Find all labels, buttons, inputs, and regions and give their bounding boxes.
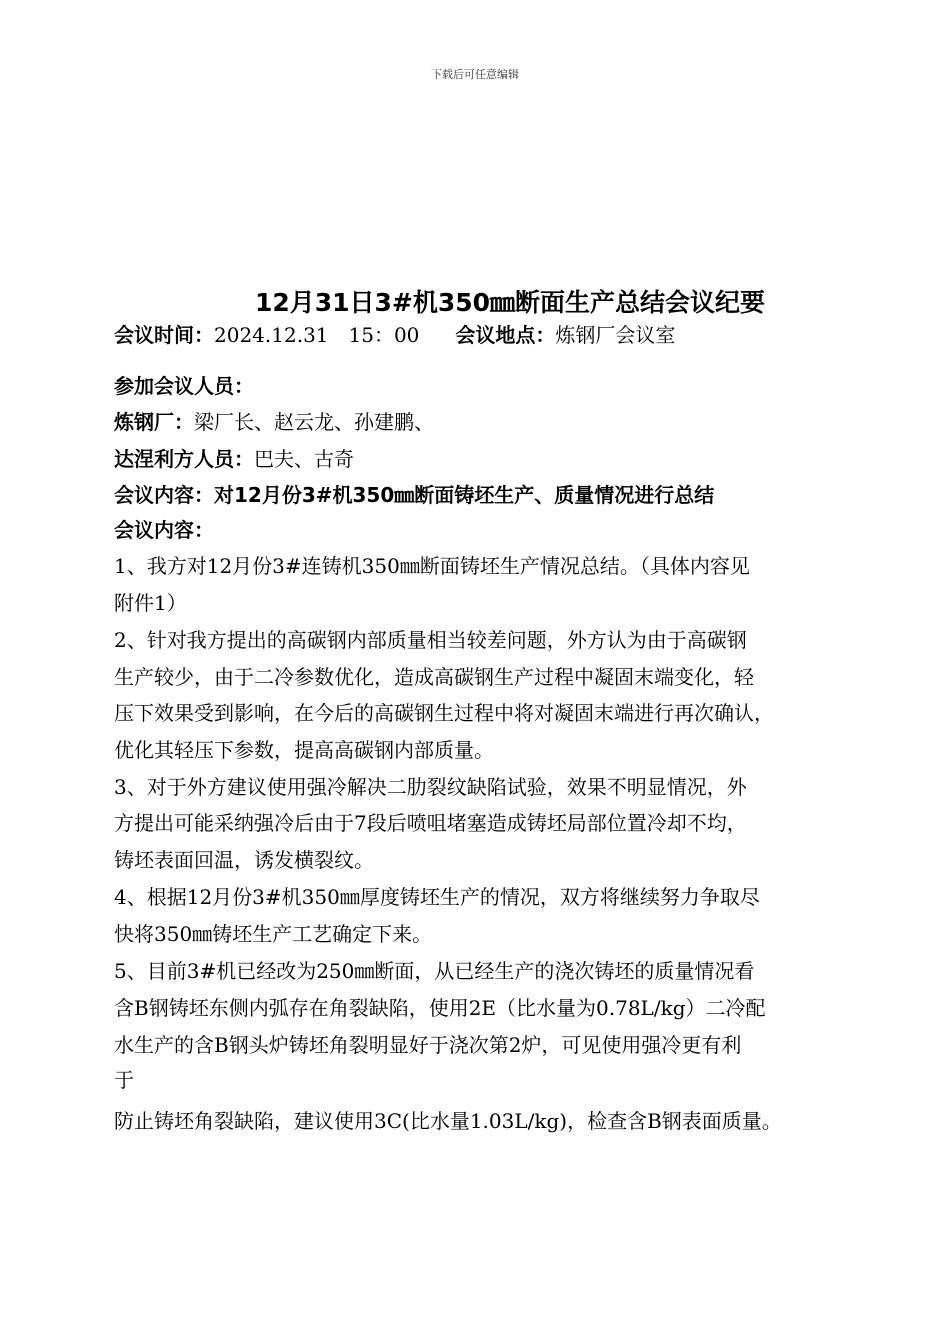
body-line: 2、针对我方提出的高碳钢内部质量相当较差问题，外方认为由于高碳钢 (114, 628, 747, 652)
partner-names: 巴夫、古奇 (254, 447, 354, 471)
header-note: 下载后可任意编辑 (431, 68, 519, 81)
body-line: 含B钢铸坯东侧内弧存在角裂缺陷，使用2E（比水量为0.78L/kg）二冷配 (114, 996, 766, 1020)
body-line: 快将350㎜铸坯生产工艺确定下来。 (114, 922, 433, 946)
body-line: 于 (114, 1068, 134, 1092)
content-summary: 会议内容：对12月份3#机350㎜断面铸坯生产、质量情况进行总结 (114, 483, 715, 507)
body-line: 铸坯表面回温，诱发横裂纹。 (114, 848, 374, 872)
attendees-plant-line (114, 409, 854, 435)
body-line: 附件1） (114, 591, 187, 615)
partner-label: 达涅利方人员： (114, 447, 254, 471)
body-line: 1、我方对12月份3#连铸机350㎜断面铸坯生产情况总结。（具体内容见 (114, 554, 750, 578)
meeting-time-value: 2024.12.31 15：00 (214, 323, 420, 347)
plant-names: 梁厂长、赵云龙、孙建鹏、 (194, 410, 434, 434)
body-line: 压下效果受到影响，在今后的高碳钢生过程中将对凝固末端进行再次确认， (114, 701, 774, 725)
body-line: 生产较少，由于二冷参数优化，造成高碳钢生产过程中凝固末端变化，轻 (114, 665, 754, 689)
plant-label: 炼钢厂： (114, 410, 194, 434)
body-line: 5、目前3#机已经改为250㎜断面，从已经生产的浇次铸坯的质量情况看 (114, 959, 755, 983)
meeting-place-value: 炼钢厂会议室 (555, 323, 676, 347)
attendees-heading: 参加会议人员： (114, 374, 254, 398)
body-line: 水生产的含B钢头炉铸坯角裂明显好于浇次第2炉，可见使用强冷更有利 (114, 1033, 742, 1057)
body-line: 方提出可能采纳强冷后由于7段后喷咀堵塞造成铸坯局部位置冷却不均， (114, 811, 747, 835)
body-line: 3、对于外方建议使用强冷解决二肋裂纹缺陷试验，效果不明显情况，外 (114, 775, 747, 799)
attendees-partner-line (114, 446, 854, 472)
body-line: 4、根据12月份3#机350㎜厚度铸坯生产的情况，双方将继续努力争取尽 (114, 885, 760, 909)
meeting-time-label: 会议时间： (114, 323, 214, 347)
body-line: 防止铸坯角裂缺陷，建议使用3C(比水量1.03L/kg)，检查含B钢表面质量。 (114, 1109, 782, 1133)
meeting-place-label: 会议地点： (455, 323, 556, 347)
meeting-info-line (114, 322, 854, 348)
body-line: 优化其轻压下参数，提高高碳钢内部质量。 (114, 738, 494, 762)
document-title: 12月31日3#机350㎜断面生产总结会议纪要 (254, 288, 766, 317)
content-heading: 会议内容： (114, 518, 214, 542)
